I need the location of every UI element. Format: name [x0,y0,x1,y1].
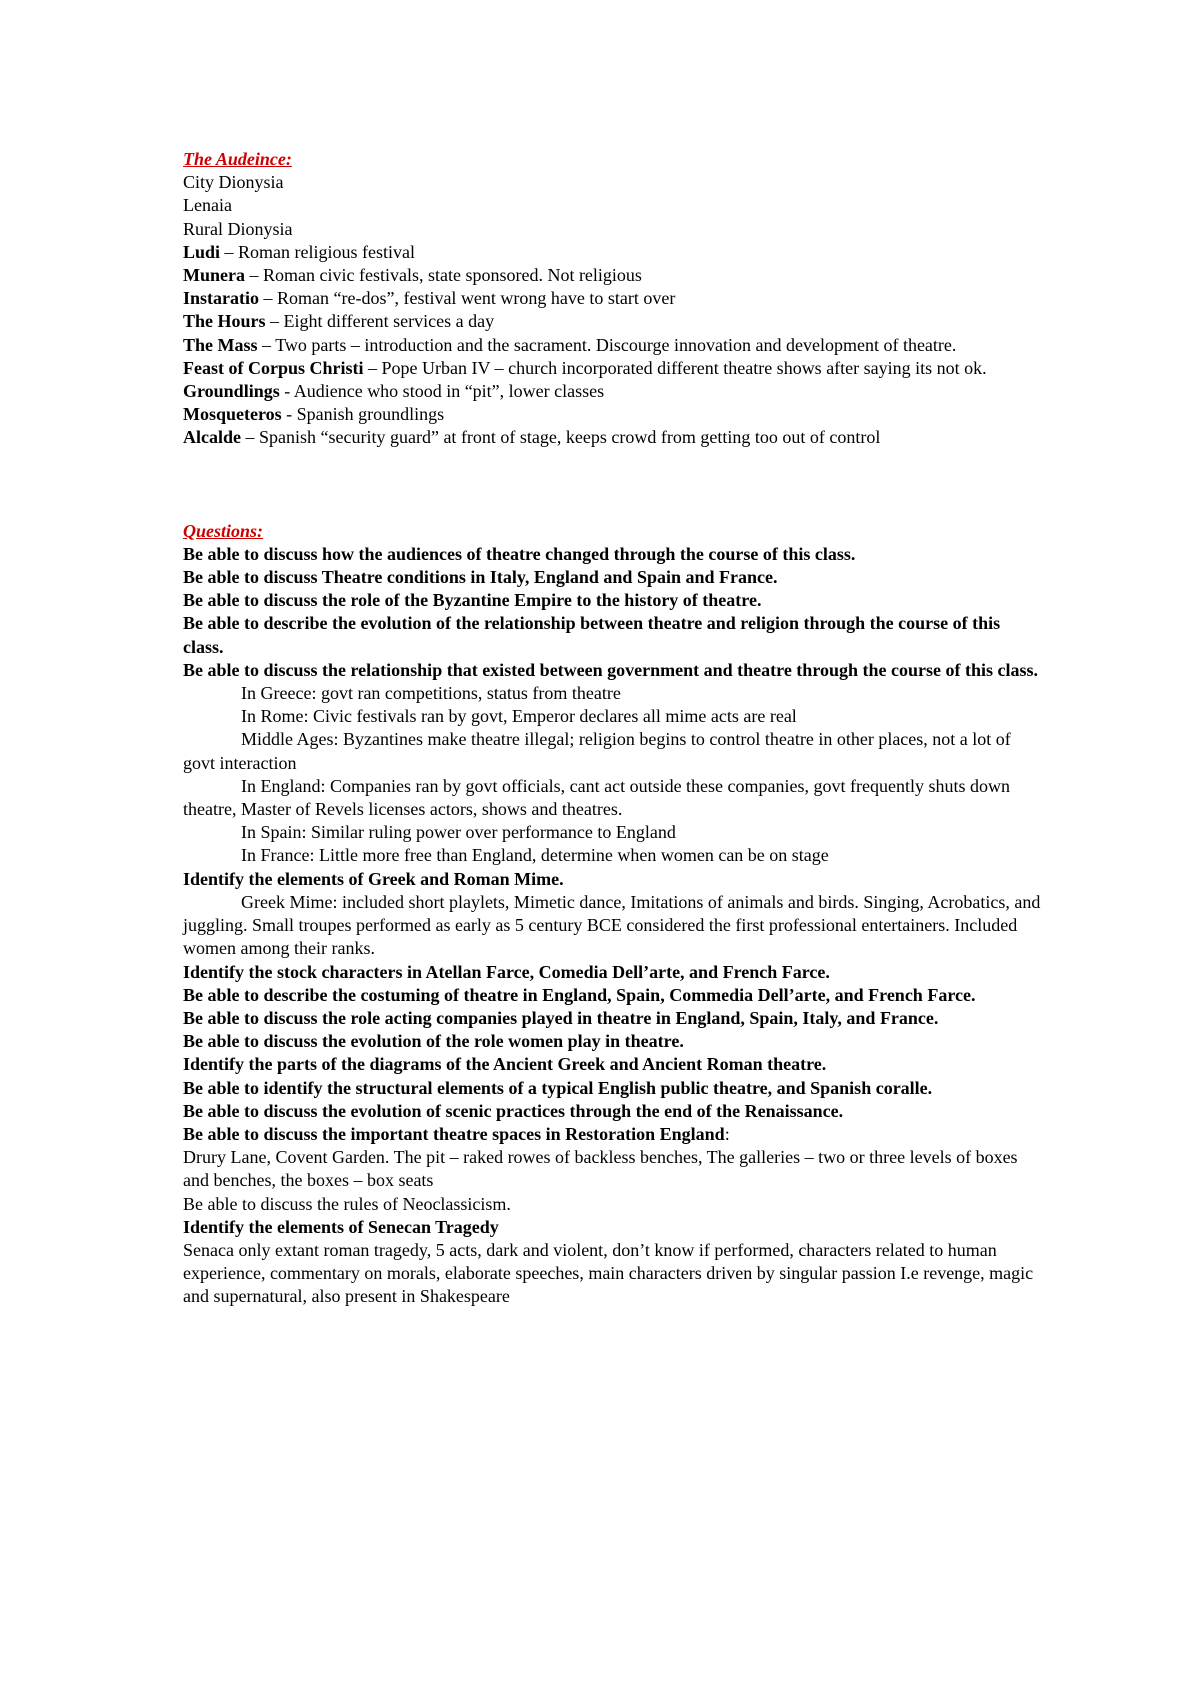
audience-item: Lenaia [183,195,232,216]
term-definition: – Roman civic festivals, state sponsored. Not religious [245,265,642,286]
audience-heading: The Audeince: [183,149,292,169]
term-definition: – Roman “re-dos”, festival went wrong have to start over [259,288,676,309]
term: Mosqueteros [183,404,282,425]
document-page [183,148,1043,1309]
audience-item: Rural Dionysia [183,218,293,239]
answer-line: In Spain: Similar ruling power over performance to England [241,822,676,843]
question-colon: : [724,1123,730,1144]
answer-line: In France: Little more free than England, determine when women can be on stage [241,845,829,866]
answer-line: Greek Mime: included short playlets, Mimetic dance, Imitations of animals and birds. Singing, Acrobatics, and juggling. Small troupes performed as early as 5 century BCE considered the first professional entertainers. Included women among their ranks. [183,891,1041,959]
answer-line: Be able to discuss the rules of Neoclassicism. [183,1193,511,1214]
term: Ludi [183,241,221,262]
term: Munera [183,265,245,286]
answer-line: In Greece: govt ran competitions, status from theatre [241,683,621,704]
term: Instaratio [183,288,259,309]
question: Identify the parts of the diagrams of the Ancient Greek and Ancient Roman theatre. [183,1054,827,1075]
term-definition: – Roman religious festival [220,241,415,262]
term-entry [183,426,1043,449]
question: Be able to discuss the evolution of scenic practices through the end of the Renaissance. [183,1100,844,1121]
term-entry [183,264,1043,287]
answer-line: In Rome: Civic festivals ran by govt, Emperor declares all mime acts are real [241,706,797,727]
term-definition: – Two parts – introduction and the sacrament. Discourge innovation and development of theatre. [257,334,957,355]
question: Identify the stock characters in Atellan Farce, Comedia Dell’arte, and French Farce. [183,961,830,982]
question: Be able to discuss the evolution of the role women play in theatre. [183,1031,684,1052]
term-definition: - Audience who stood in “pit”, lower classes [279,381,605,402]
question: Be able to discuss Theatre conditions in Italy, England and Spain and France. [183,567,778,588]
question: Identify the elements of Senecan Tragedy [183,1216,499,1237]
questions-heading: Questions: [183,520,264,541]
term-entry [183,241,1043,264]
answer-line: Middle Ages: Byzantines make theatre illegal; religion begins to control theatre in other places, not a lot of govt interaction [183,729,1011,773]
answer-line: Senaca only extant roman tragedy, 5 acts, dark and violent, don’t know if performed, characters related to human experience, commentary on morals, elaborate speeches, main characters driven by singular passion I.e revenge, magic and supernatural, also present in Shakespeare [183,1239,1034,1307]
term-entry [183,403,1043,426]
term-entry [183,357,1043,380]
section-spacer [183,450,1043,520]
term-definition: – Eight different services a day [265,311,495,332]
question: Be able to discuss the relationship that existed between government and theatre through the course of this class. [183,659,1038,680]
question: Be able to discuss the important theatre spaces in Restoration England [183,1123,725,1144]
term: Feast of Corpus Christi [183,357,364,378]
question: Be able to describe the costuming of theatre in England, Spain, Commedia Dell’arte, and French Farce. [183,984,976,1005]
question: Identify the elements of Greek and Roman Mime. [183,868,564,889]
question: Be able to identify the structural elements of a typical English public theatre, and Spanish coralle. [183,1077,933,1098]
answer-line: In England: Companies ran by govt officials, cant act outside these companies, govt frequently shuts down theatre, Master of Revels licenses actors, shows and theatres. [183,775,1010,820]
term-entry [183,380,1043,403]
question: Be able to describe the evolution of the relationship between theatre and religion through the course of this class. [183,613,1001,657]
term-entry [183,310,1043,333]
term: The Hours [183,311,266,332]
term: Groundlings [183,381,280,402]
question: Be able to discuss how the audiences of theatre changed through the course of this class. [183,543,856,564]
audience-item: City Dionysia [183,172,284,193]
term-definition: – Pope Urban IV – church incorporated different theatre shows after saying its not ok. [363,357,987,378]
term-definition: – Spanish “security guard” at front of stage, keeps crowd from getting too out of control [241,427,881,448]
term-definition: - Spanish groundlings [281,404,445,425]
question: Be able to discuss the role of the Byzantine Empire to the history of theatre. [183,590,762,611]
term: Alcalde [183,427,241,448]
question-entry [183,1123,1043,1146]
answer-line: Drury Lane, Covent Garden. The pit – raked rowes of backless benches, The galleries – two or three levels of boxes and benches, the boxes – box seats [183,1147,1018,1191]
question: Be able to discuss the role acting companies played in theatre in England, Spain, Italy, and France. [183,1007,939,1028]
term-entry [183,287,1043,310]
term-entry [183,334,1043,357]
term: The Mass [183,334,258,355]
